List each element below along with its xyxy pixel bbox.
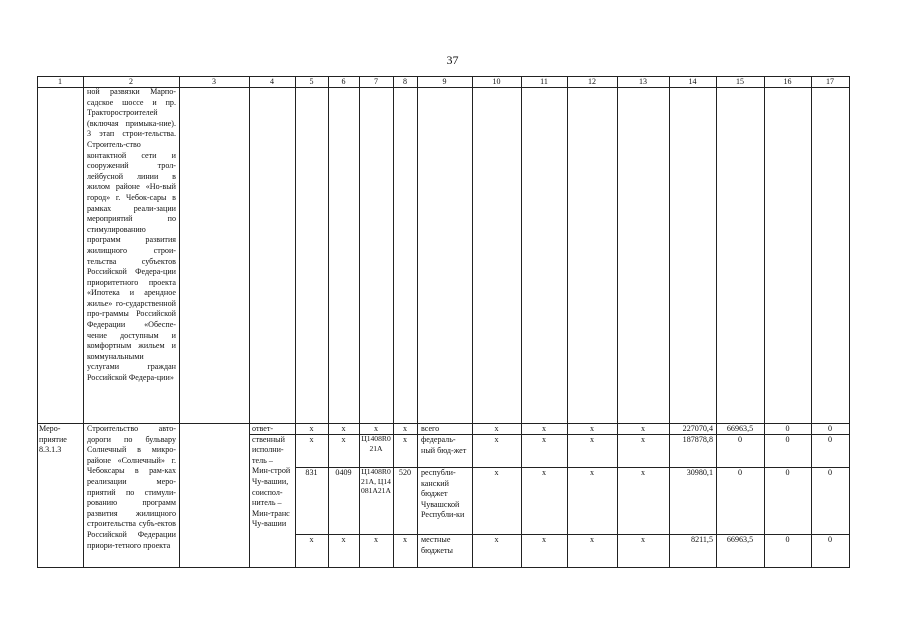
- header-col-14: 14: [688, 77, 697, 86]
- table-cell: 30980,1: [686, 468, 713, 477]
- header-col-1: 1: [58, 77, 62, 86]
- table-cell: x: [402, 535, 408, 544]
- table-cell: 0: [827, 424, 833, 433]
- header-col-16: 16: [783, 77, 792, 86]
- table-cell: x: [402, 435, 408, 444]
- table-cell: Ц1408R021A, Ц14081A21A: [361, 467, 391, 496]
- table-cell: 66963,5: [726, 424, 754, 433]
- header-col-13: 13: [639, 77, 647, 86]
- header-col-17: 17: [826, 77, 834, 86]
- table-cell: всего: [421, 424, 440, 433]
- table-cell: x: [589, 424, 595, 433]
- header-col-12: 12: [588, 77, 596, 86]
- table-cell: x: [640, 424, 646, 433]
- table-cell: 0: [827, 535, 833, 544]
- table-cell: x: [309, 424, 314, 433]
- table-cell: x: [541, 535, 547, 544]
- table-cell: 0: [785, 468, 790, 477]
- table-cell: x: [640, 435, 646, 444]
- event-title: Строительство авто-дороги по бульвару Солнечный в микро-районе «Солнечный» г. Чебоксары в рам-ках реализации меро-приятий по стимули-рованию программ развития жилищного строительства субъ-ектов Российской Федерации приори-тетного проекта: [87, 424, 176, 550]
- continuation-text: ной развязки Марпо-садское шоссе и пр. Тракторостроителей (включая примыка-ние). 3 этап строи-тельства. Строитель-ство контактной сети и сооружений трол-лейбусной линии в жилом районе «Но-вый город» г. Чебок-сары в рамках реали-зации мероприятий по стимулированию программ развития жилищного строи-тельства субъектов Российской Федера-ции приоритетного проекта «Ипотека и арендное жилье» го-сударственной про-граммы Российской Федерации «Обеспе-чение доступным и комфортным жильем и коммунальными услугами граждан Российской Федера-ции»: [87, 87, 176, 383]
- table-cell: x: [341, 535, 346, 544]
- table-cell: x: [309, 435, 314, 444]
- table-cell: Ц1408R021A: [361, 434, 391, 453]
- table-cell: x: [640, 468, 646, 477]
- event-responsible: ответ-ственный исполни-тель – Мин-строй Чу-вашии, соиспол-нитель – Мин-транс Чу-вашии: [252, 424, 291, 529]
- header-col-9: 9: [442, 77, 447, 86]
- event-code: Меро-приятие 8.3.1.3: [39, 424, 67, 455]
- header-col-4: 4: [270, 77, 274, 86]
- header-col-7: 7: [374, 77, 378, 86]
- table-cell: 0409: [335, 468, 352, 477]
- table-cell: x: [373, 535, 379, 544]
- table-cell: x: [640, 535, 646, 544]
- table-cell: x: [341, 424, 346, 433]
- table-cell: x: [494, 435, 499, 444]
- table-cell: местные бюджеты: [421, 535, 453, 555]
- table-cell: x: [402, 424, 408, 433]
- table-cell: 227070,4: [682, 424, 713, 433]
- table-cell: x: [494, 424, 499, 433]
- header-col-11: 11: [540, 77, 548, 86]
- table-cell: x: [541, 424, 547, 433]
- table-cell: 0: [737, 468, 743, 477]
- table-cell: x: [541, 468, 547, 477]
- table-cell: x: [494, 468, 499, 477]
- header-col-15: 15: [736, 77, 744, 86]
- table-cell: 8211,5: [691, 535, 713, 544]
- table-cell: 831: [305, 468, 318, 477]
- table-cell: республи-канский бюджет Чувашской Республи-ки: [421, 468, 465, 520]
- table-cell: x: [589, 535, 595, 544]
- table-cell: 520: [398, 468, 412, 477]
- header-col-5: 5: [309, 77, 314, 86]
- table-cell: x: [589, 435, 595, 444]
- table-cell: x: [341, 435, 346, 444]
- budget-table: [37, 76, 850, 568]
- table-cell: 187878,8: [682, 435, 713, 444]
- header-col-3: 3: [212, 77, 216, 86]
- header-col-6: 6: [341, 77, 346, 86]
- table-cell: x: [309, 535, 314, 544]
- table-cell: x: [589, 468, 595, 477]
- table-cell: 0: [785, 424, 790, 433]
- header-col-8: 8: [403, 77, 407, 86]
- table-cell: 0: [785, 435, 790, 444]
- table-cell: x: [373, 424, 379, 433]
- table-cell: 0: [827, 435, 833, 444]
- table-cell: x: [541, 435, 547, 444]
- header-col-10: 10: [492, 77, 501, 86]
- table-cell: x: [494, 535, 499, 544]
- table-cell: 0: [785, 535, 790, 544]
- table-cell: 66963,5: [726, 535, 754, 544]
- table-cell: 0: [827, 468, 833, 477]
- page-number: 37: [446, 53, 459, 67]
- table-cell: 0: [737, 435, 743, 444]
- table-cell: федераль-ный бюд-жет: [421, 435, 467, 455]
- header-col-2: 2: [129, 77, 133, 86]
